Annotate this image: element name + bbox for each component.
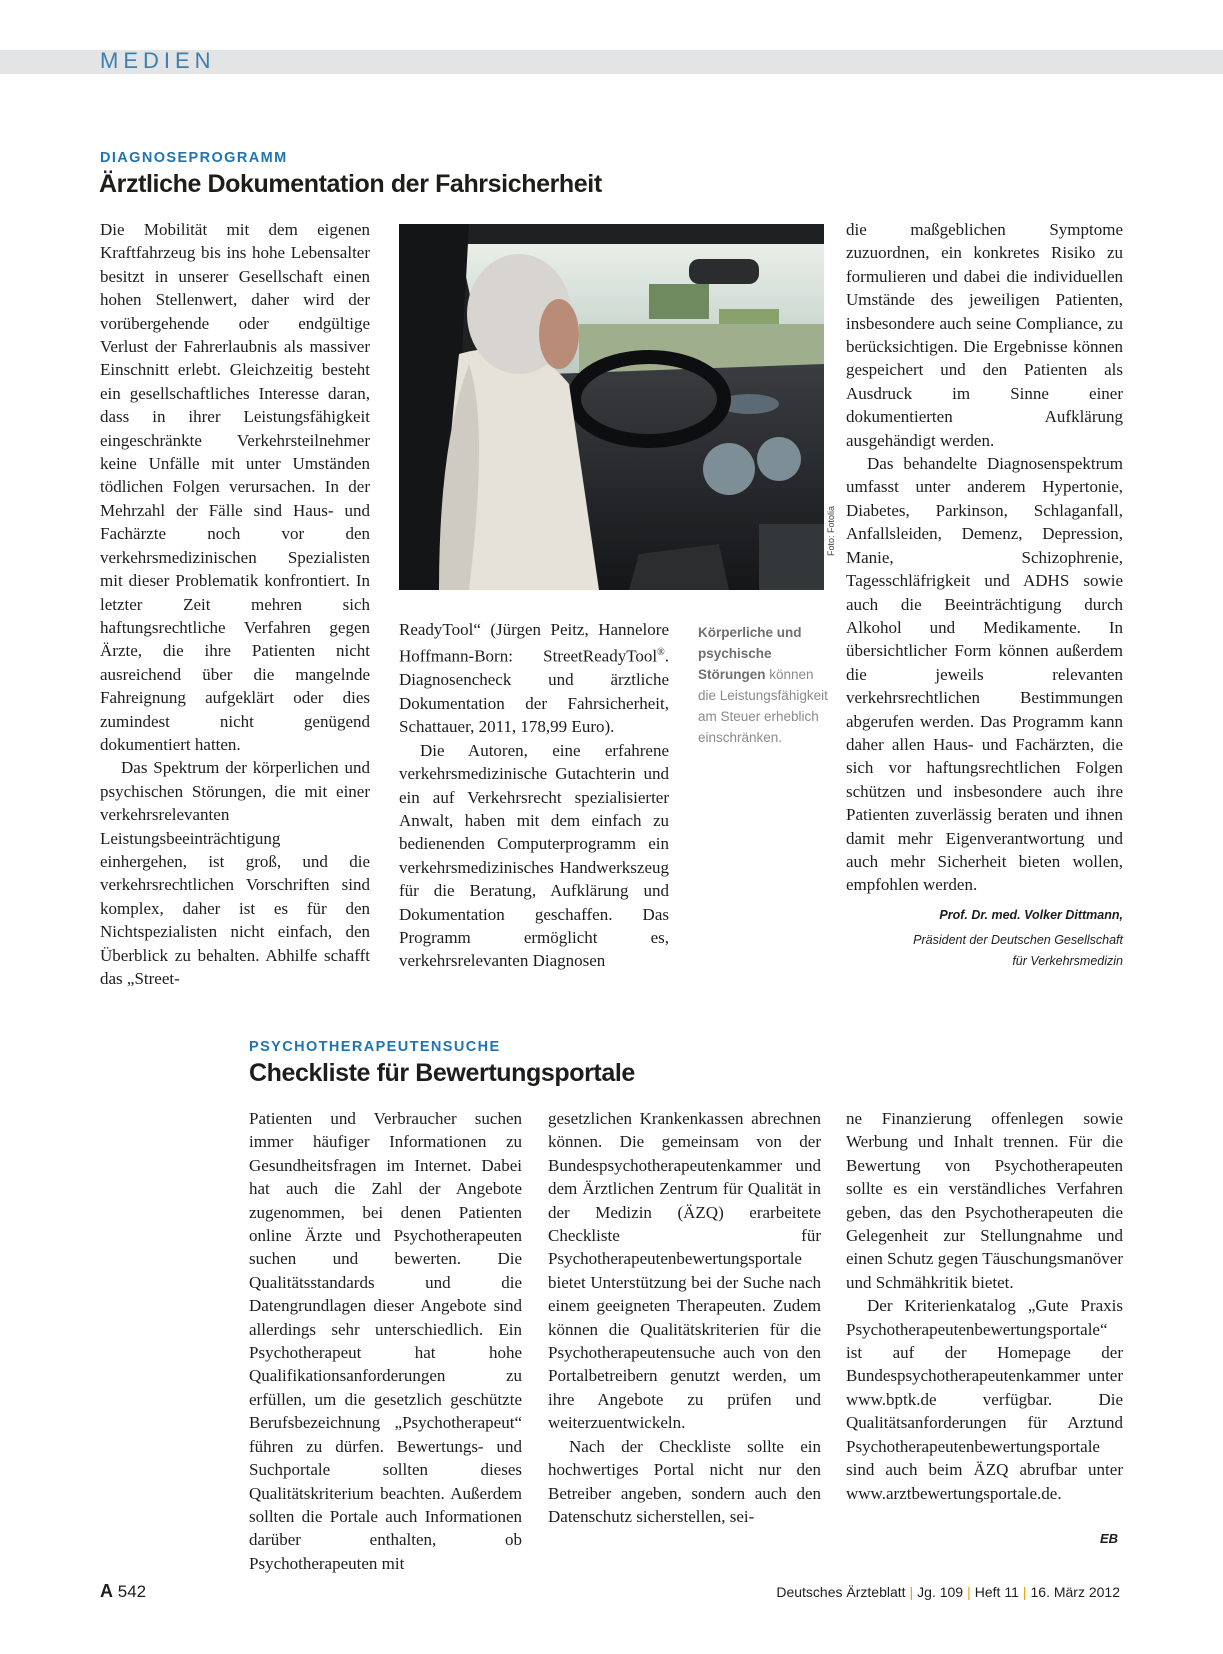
photo-caption xyxy=(698,622,830,748)
article1-column-3 xyxy=(846,218,1123,897)
article1-col2-paragraph-2: Die Autoren, eine erfahrene verkehrsmedizinische Gutachterin und ein auf Verkehrsrecht spezialisierter Anwalt, haben mit dem einfach zu bedienenden Computerprogramm ein verkehrsmedizinisches Handwerkszeug für die Beratung, Aufklärung und Dokumentation geschaffen. Das Programm ermöglicht es, verkehrsrelevanten Diagnosen xyxy=(399,740,669,971)
article-photo-driver xyxy=(399,224,824,590)
article2-col1-paragraph-1: Patienten und Verbraucher suchen immer häufiger Informationen zu Gesundheitsfragen im Internet. Dabei hat auch die Zahl der Angebote zugenommen, bei denen Patienten online Ärzte und Psychotherapeuten suchen und bewerten. Die Qualitätsstandards und die Datengrundlagen dieser Angebote sind allerdings sehr unterschiedlich. Ein Psychotherapeut hat hohe Qualifikationsanforderungen zu erfüllen, um die gesetzlich geschützte Berufsbezeichnung „Psychotherapeut“ führen zu dürfen. Bewertungs- und Suchportale sollten dieses Qualitätskriterium beachten. Außerdem sollten die Portale auch Informationen darüber enthalten, ob Psychotherapeuten mit xyxy=(249,1109,522,1573)
article2-column-3 xyxy=(846,1107,1123,1505)
journal-date: 16. März 2012 xyxy=(1030,1584,1120,1600)
article2-col2-paragraph-1: gesetzlichen Krankenkassen abrechnen können. Die gemeinsam von der Bundespsychotherapeutenkammer und dem Ärztlichen Zentrum für Qualität in der Medizin (ÄZQ) erarbeitete Checkliste für Psychotherapeutenbewertungsportale bietet Unterstützung bei der Suche nach einem geeigneten Therapeuten. Zudem können die Qualitätskriterien für die Psychotherapeutensuche auch von den Portalbetreibern genutzt werden, um ihre Angebote zu prüfen und weiterzuentwickeln. xyxy=(548,1109,821,1433)
article1-col1-paragraph-2: Das Spektrum der körperlichen und psychischen Störungen, die mit einer verkehrsrelevanten Leistungsbeeinträchtigung einhergehen, ist groß, und die verkehrsrechtlichen Vorschriften sind komplex, daher ist es für den Nichtspezialisten nicht einfach, den Überblick zu behalten. Abhilfe schafft das „Street- xyxy=(100,758,370,988)
journal-volume: Jg. 109 xyxy=(917,1584,964,1600)
article2-author-initials: EB xyxy=(1100,1531,1119,1546)
section-label: MEDIEN xyxy=(100,48,216,73)
photo-credit: Foto: Fotolia xyxy=(826,505,836,556)
article2-title: Checkliste für Bewertungsportale xyxy=(249,1059,635,1087)
article2-kicker: PSYCHOTHERAPEUTENSUCHE xyxy=(249,1039,501,1055)
article2-column-2 xyxy=(548,1107,821,1528)
separator: | xyxy=(1022,1584,1027,1600)
separator: | xyxy=(967,1584,971,1600)
article1-column-2 xyxy=(399,618,669,973)
journal-issue: Heft 11 xyxy=(974,1584,1019,1600)
caption-text: können die Leistungsfähigkeit am Steuer erheblich einschränken. xyxy=(698,667,828,745)
article1-col2-text-1: ReadyTool“ (Jürgen Peitz, Hannelore Hoffmann-Born: StreetReadyTool xyxy=(399,620,669,667)
article1-col2-text-2: . Diagnosencheck und ärztliche Dokumentation der Fahrsicherheit, Schattauer, 2011, 178,99 Euro). xyxy=(399,647,669,737)
author-role-line-1: Präsident der Deutschen Gesellschaft xyxy=(913,933,1123,947)
page-number-value: 542 xyxy=(117,1582,147,1601)
author-role xyxy=(913,930,1123,972)
caption-bold: Körperliche und psychische Störungen xyxy=(698,625,802,682)
article1-col3-paragraph-1: die maßgeblichen Symptome zuzuordnen, ein konkretes Risiko zu formulieren und dabei die individuellen Umstände des jeweiligen Patienten, insbesondere auch seine Compliance, zu berücksichtigen. Die Ergebnisse können gespeichert und den Patienten als Ausdruck im Sinne einer dokumentierten Aufklärung ausgehändigt werden. xyxy=(846,220,1123,450)
registered-mark: ® xyxy=(657,647,665,659)
journal-info xyxy=(776,1584,1120,1600)
article1-column-1 xyxy=(100,218,370,990)
article2-col2-paragraph-2: Nach der Checkliste sollte ein hochwertiges Portal nicht nur den Betreiber angeben, sondern auch den Datenschutz sicherstellen, sei- xyxy=(548,1436,821,1526)
page-number xyxy=(100,1581,146,1602)
article2-col3-paragraph-1: ne Finanzierung offenlegen sowie Werbung und Inhalt trennen. Für die Bewertung von Psychotherapeuten sollte es ein verständliches Verfahren geben, das den Psychotherapeuten die Gelegenheit zur Stellungnahme und einen Schutz gegen Täuschungsmanöver und Schmähkritik bietet. xyxy=(846,1109,1123,1292)
driver-photo-illustration xyxy=(399,224,824,590)
article2-column-1 xyxy=(249,1107,522,1575)
article1-col1-paragraph-1: Die Mobilität mit dem eigenen Kraftfahrzeug bis ins hohe Lebensalter besitzt in unserer Gesellschaft einen hohen Stellenwert, daher wird der vorübergehende oder endgültige Verlust der Fahrerlaubnis als massiver Einschnitt erlebt. Gleichzeitig besteht ein gesellschaftliches Interesse daran, dass in ihrer Leistungsfähigkeit eingeschränkte Verkehrsteilnehmer keine Unfälle mit unter Umständen tödlichen Folgen verursachen. In der Mehrzahl der Fälle sind Haus- und Fachärzte noch vor den verkehrsmedizinischen Spezialisten mit dieser Problematik konfrontiert. In letzter Zeit mehren sich haftungsrechtliche Verfahren gegen Ärzte, die ihre Patienten nicht ausreichend über die mangelnde Fahreignung aufgeklärt oder dies zumindest nicht genügend dokumentiert hatten. xyxy=(100,220,370,754)
article2-col3-paragraph-2: Der Kriterienkatalog „Gute Praxis Psychotherapeutenbewertungsportale“ ist auf der Homepage der Bundespsychotherapeutenkammer unter www.bptk.de verfügbar. Die Qualitätsanforderungen für Arztund Psychotherapeutenbewertungsportale sind auch beim ÄZQ abrufbar unter www.arztbewertungsportale.de. xyxy=(846,1296,1123,1503)
author-role-line-2: für Verkehrsmedizin xyxy=(1012,954,1123,968)
article1-kicker: DIAGNOSEPROGRAMM xyxy=(100,150,288,166)
journal-name: Deutsches Ärzteblatt xyxy=(776,1584,906,1600)
article1-title: Ärztliche Dokumentation der Fahrsicherheit xyxy=(99,170,602,198)
article1-col3-paragraph-2: Das behandelte Diagnosenspektrum umfasst unter anderem Hypertonie, Diabetes, Parkinson, Schlaganfall, Anfallsleiden, Demenz, Depression, Manie, Schizophrenie, Tagesschläfrigkeit und ADHS sowie auch die Beeinträchtigung durch Alkohol und Medikamente. In übersichtlicher Form können außerdem die jeweils relevanten verkehrsrechtlichen Bestimmungen abgerufen werden. Das Programm kann daher allen Haus- und Fachärzten, die sich vor haftungsrechtlichen Folgen schützen und insbesondere auch ihre Patienten zuverlässig beraten und ihnen damit mehr Eigenverantwortung und auch mehr Sicherheit bieten wollen, empfohlen werden. xyxy=(846,454,1123,895)
author-name: Prof. Dr. med. Volker Dittmann, xyxy=(939,908,1123,922)
article1-col2-paragraph-1 xyxy=(399,618,669,739)
separator: | xyxy=(909,1584,914,1600)
page-prefix: A xyxy=(100,1581,113,1601)
